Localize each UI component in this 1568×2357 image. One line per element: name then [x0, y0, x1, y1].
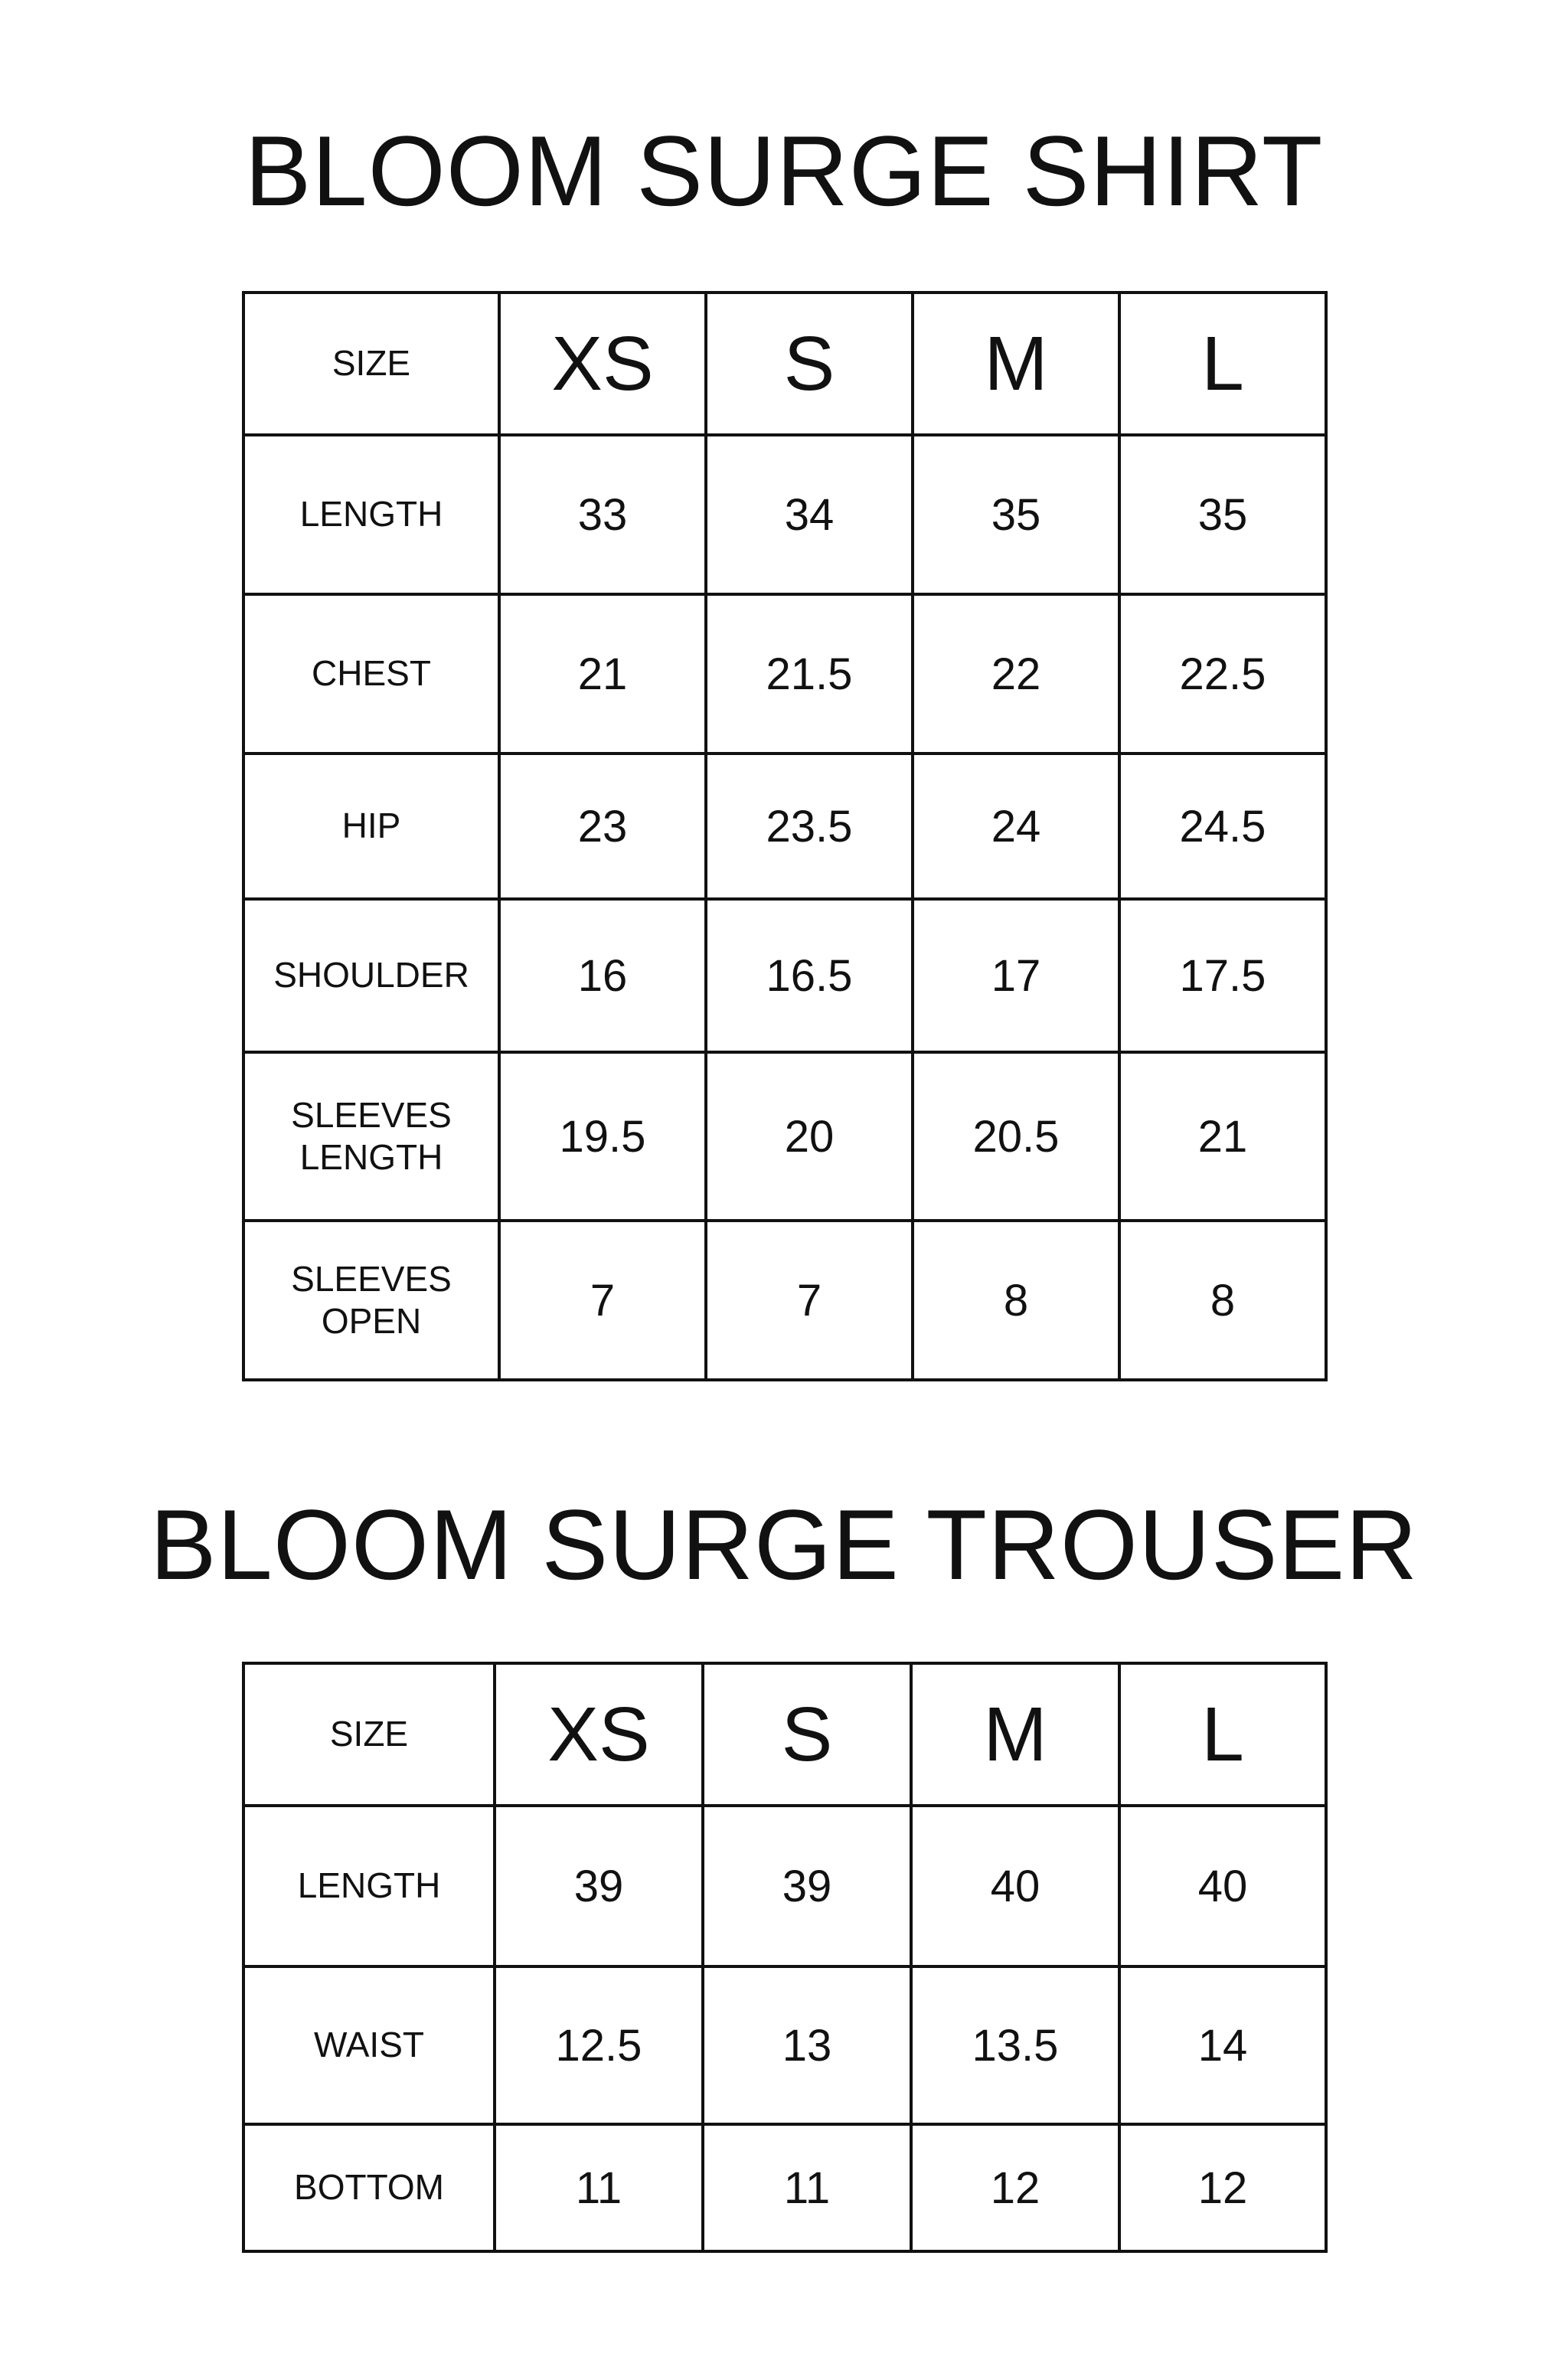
cell-value: 39	[703, 1806, 911, 1966]
cell-value: 17.5	[1119, 899, 1326, 1052]
table-row	[243, 594, 1326, 754]
row-label-sleeves-length	[243, 1052, 499, 1221]
trouser-title: BLOOM SURGE TROUSER	[149, 1489, 1419, 1600]
cell-value: 12.5	[495, 1966, 703, 2124]
header-size-label: SIZE	[243, 293, 499, 435]
table-header-row	[243, 293, 1326, 435]
header-size-m: M	[911, 1663, 1119, 1806]
cell-value: 21	[1119, 1052, 1326, 1221]
cell-value: 24	[913, 754, 1119, 899]
cell-value: 20.5	[913, 1052, 1119, 1221]
row-label-line: SLEEVES LENGTH	[291, 1094, 452, 1177]
cell-value: 13.5	[911, 1966, 1119, 2124]
shirt-title: BLOOM SURGE SHIRT	[244, 115, 1324, 227]
table-row	[243, 754, 1326, 899]
cell-value: 35	[913, 435, 1119, 594]
table-row	[243, 1221, 1326, 1380]
cell-value: 11	[495, 2124, 703, 2251]
header-size-xs: XS	[495, 1663, 703, 1806]
table-row	[243, 1966, 1326, 2124]
cell-value: 7	[706, 1221, 913, 1380]
header-size-s: S	[706, 293, 913, 435]
row-label-sleeves-open	[243, 1221, 499, 1380]
cell-value: 23.5	[706, 754, 913, 899]
cell-value: 19.5	[499, 1052, 706, 1221]
cell-value: 40	[911, 1806, 1119, 1966]
cell-value: 8	[1119, 1221, 1326, 1380]
cell-value: 8	[913, 1221, 1119, 1380]
row-label-shoulder: SHOULDER	[243, 899, 499, 1052]
row-label-hip: HIP	[243, 754, 499, 899]
cell-value: 35	[1119, 435, 1326, 594]
table-row	[243, 2124, 1326, 2251]
table-row	[243, 1806, 1326, 1966]
cell-value: 7	[499, 1221, 706, 1380]
cell-value: 22	[913, 594, 1119, 754]
row-label-waist: WAIST	[243, 1966, 495, 2124]
header-size-xs: XS	[499, 293, 706, 435]
cell-value: 11	[703, 2124, 911, 2251]
cell-value: 21.5	[706, 594, 913, 754]
cell-value: 17	[913, 899, 1119, 1052]
cell-value: 23	[499, 754, 706, 899]
cell-value: 33	[499, 435, 706, 594]
cell-value: 16	[499, 899, 706, 1052]
cell-value: 13	[703, 1966, 911, 2124]
cell-value: 20	[706, 1052, 913, 1221]
header-size-l: L	[1119, 1663, 1326, 1806]
header-size-l: L	[1119, 293, 1326, 435]
header-size-label: SIZE	[243, 1663, 495, 1806]
cell-value: 34	[706, 435, 913, 594]
cell-value: 39	[495, 1806, 703, 1966]
cell-value: 21	[499, 594, 706, 754]
row-label-bottom: BOTTOM	[243, 2124, 495, 2251]
shirt-size-table	[242, 291, 1328, 1381]
table-row	[243, 1052, 1326, 1221]
cell-value: 12	[911, 2124, 1119, 2251]
header-size-m: M	[913, 293, 1119, 435]
cell-value: 12	[1119, 2124, 1326, 2251]
row-label-chest: CHEST	[243, 594, 499, 754]
cell-value: 22.5	[1119, 594, 1326, 754]
cell-value: 16.5	[706, 899, 913, 1052]
cell-value: 24.5	[1119, 754, 1326, 899]
cell-value: 14	[1119, 1966, 1326, 2124]
row-label-length: LENGTH	[243, 1806, 495, 1966]
cell-value: 40	[1119, 1806, 1326, 1966]
table-header-row	[243, 1663, 1326, 1806]
table-row	[243, 435, 1326, 594]
table-row	[243, 899, 1326, 1052]
row-label-line: SLEEVES OPEN	[291, 1258, 452, 1341]
header-size-s: S	[703, 1663, 911, 1806]
row-label-length: LENGTH	[243, 435, 499, 594]
trouser-size-table	[242, 1662, 1328, 2253]
